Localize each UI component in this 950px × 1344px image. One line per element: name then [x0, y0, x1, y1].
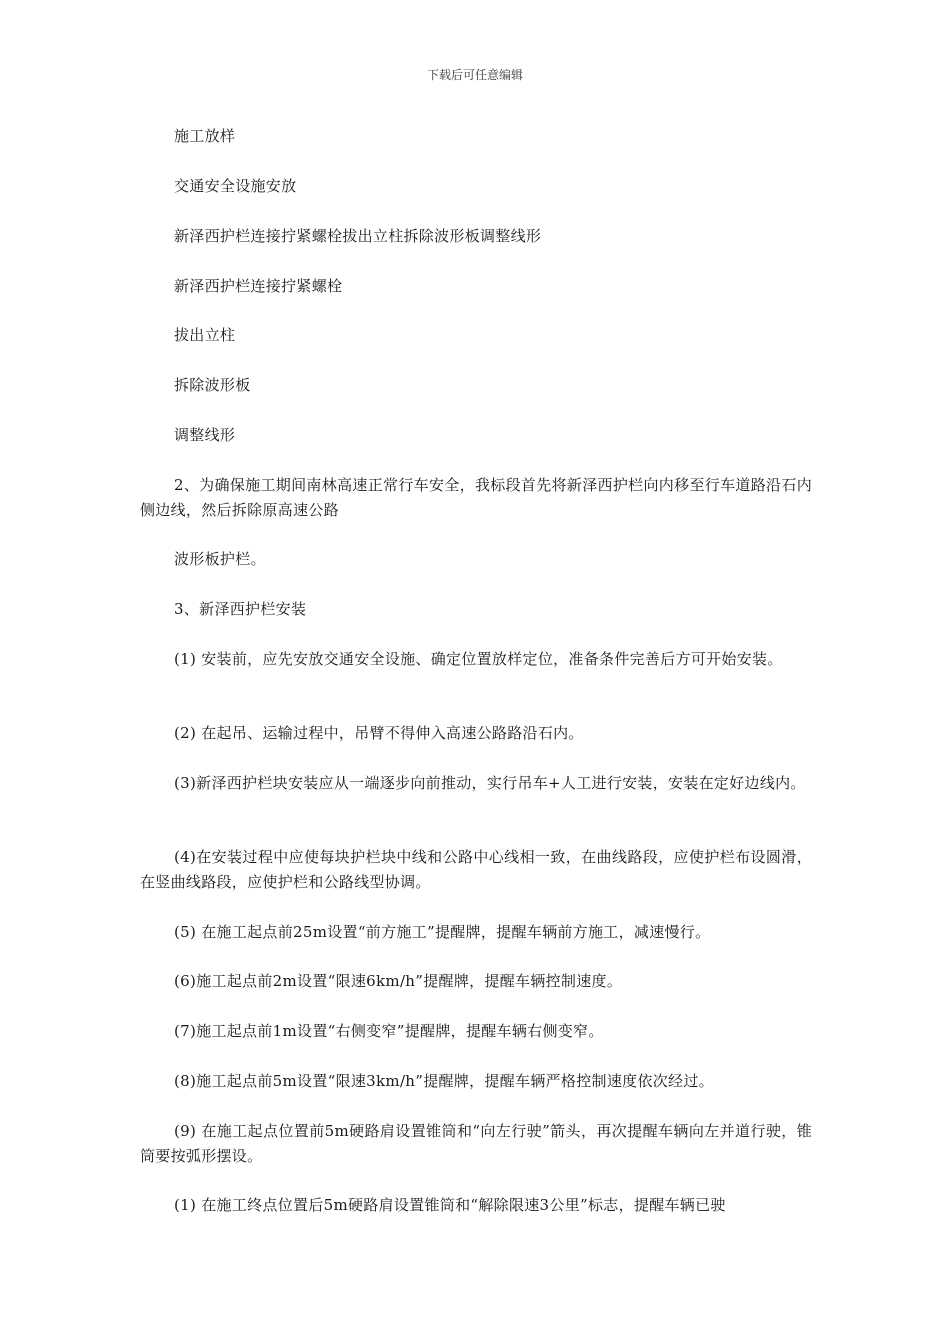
- paragraph: (2) 在起吊、运输过程中，吊臂不得伸入高速公路路沿石内。: [174, 724, 584, 742]
- paragraph: (3)新泽西护栏块安装应从一端逐步向前推动，实行吊车+人工进行安装，安装在定好边线内。: [174, 774, 806, 792]
- paragraph: 波形板护栏。: [174, 550, 266, 568]
- paragraph: 2、为确保施工期间南林高速正常行车安全，我标段首先将新泽西护栏向内移至行车道路沿石内侧边线，然后拆除原高速公路: [140, 476, 812, 519]
- paragraph: 拆除波形板: [174, 376, 251, 394]
- paragraph: (1) 在施工终点位置后5m硬路肩设置锥筒和“解除限速3公里”标志，提醒车辆已驶: [174, 1196, 726, 1214]
- paragraph: (8)施工起点前5m设置“限速3km/h”提醒牌，提醒车辆严格控制速度依次经过。: [174, 1072, 714, 1090]
- paragraph: (9) 在施工起点位置前5m硬路肩设置锥筒和“向左行驶”箭头，再次提醒车辆向左并道行驶，锥筒要按弧形摆设。: [140, 1122, 812, 1165]
- paragraph: 3、新泽西护栏安装: [174, 600, 307, 618]
- paragraph: 施工放样: [174, 127, 236, 145]
- paragraph: (1) 安装前，应先安放交通安全设施、确定位置放样定位，准备条件完善后方可开始安装。: [174, 650, 783, 668]
- paragraph: (5) 在施工起点前25m设置“前方施工”提醒牌，提醒车辆前方施工，减速慢行。: [174, 923, 711, 941]
- paragraph: 新泽西护栏连接拧紧螺栓: [174, 277, 343, 295]
- paragraph: 调整线形: [174, 426, 236, 444]
- paragraph: 新泽西护栏连接拧紧螺栓拔出立柱拆除波形板调整线形: [174, 227, 542, 245]
- paragraph: 拔出立柱: [174, 326, 236, 344]
- page-header: 下载后可任意编辑: [426, 68, 523, 82]
- paragraph: (7)施工起点前1m设置“右侧变窄”提醒牌，提醒车辆右侧变窄。: [174, 1022, 604, 1040]
- paragraph: (4)在安装过程中应使每块护栏块中线和公路中心线相一致，在曲线路段，应使护栏布设圆滑，在竖曲线路段，应使护栏和公路线型协调。: [140, 848, 812, 891]
- paragraph: 交通安全设施安放: [174, 177, 297, 195]
- paragraph: (6)施工起点前2m设置“限速6km/h”提醒牌，提醒车辆控制速度。: [174, 972, 623, 990]
